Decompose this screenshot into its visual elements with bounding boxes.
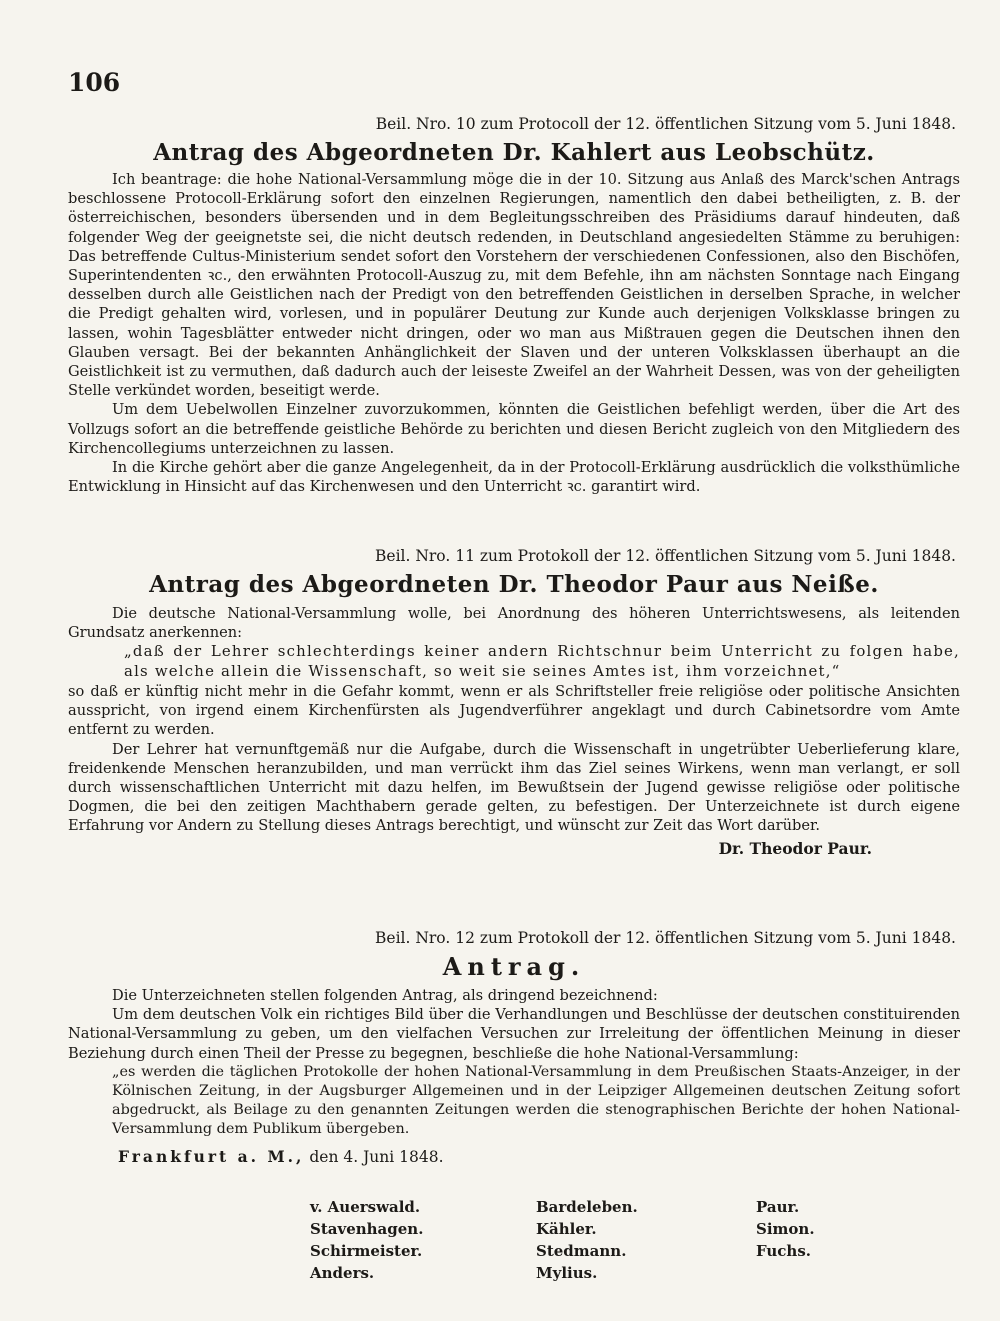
signer-name: Stavenhagen.	[310, 1220, 424, 1238]
signer-name: Kähler.	[536, 1220, 597, 1238]
paragraph: Um dem deutschen Volk ein richtiges Bild über die Verhandlungen und Beschlüsse der deutschen constituirenden National-Versammlung zu geben, um den vielfachen Versuchen zur Irreleitung der öffentlichen Meinung in dieser Beziehung durch einen Theil der Presse zu begegnen, beschließe die hohe National-Versammlung:	[68, 1006, 960, 1062]
paragraph: Die Unterzeichneten stellen folgenden Antrag, als dringend bezeichnend:	[112, 987, 658, 1004]
date: den 4. Juni 1848.	[309, 1147, 444, 1166]
paragraph: Die deutsche National-Versammlung wolle, bei Anordnung des höheren Unterrichtswesens, als leitenden Grundsatz anerkennen:	[68, 605, 960, 642]
signer-name: Stedmann.	[536, 1242, 627, 1260]
signer-name: Bardeleben.	[536, 1198, 638, 1216]
signer-name: Simon.	[756, 1220, 815, 1238]
section-reference: Beil. Nro. 12 zum Protokoll der 12. öffentlichen Sitzung vom 5. Juni 1848.	[375, 929, 956, 947]
signer-name: Mylius.	[536, 1264, 598, 1282]
quoted-motion: „es werden die täglichen Protokolle der hohen National-Versammlung in dem Preußischen Staats-Anzeiger, in der Kölnischen Zeitung, in der Augsburger Allgemeinen und in der Leipziger Allgemeinen deutschen Zeitung sofort abgedruckt, als Beilage zu den genannten Zeitungen werden die stenographischen Berichte der hohen National-Versammlung dem Publikum übergeben.	[112, 1063, 960, 1138]
page-number: 106	[68, 68, 121, 97]
signers-column	[310, 1196, 423, 1284]
signer-name: Paur.	[756, 1198, 800, 1216]
section-12	[68, 928, 960, 1168]
section-reference: Beil. Nro. 11 zum Protokoll der 12. öffentlichen Sitzung vom 5. Juni 1848.	[375, 547, 956, 565]
signature: Dr. Theodor Paur.	[718, 838, 872, 858]
paragraph: Ich beantrage: die hohe National-Versammlung möge die in der 10. Sitzung aus Anlaß des Marck'schen Antrags beschlossene Protocoll-Erklärung sofort den einzelnen Regierungen, namentlich den dabei betheiligten, z. B. der österreichischen, besonders übersenden und in dem Begleitungsschreiben des Präsidiums darauf hindeuten, daß folgender Weg der geeignetste sei, die nicht deutsch redenden, in Deutschland angesiedelten Stämme zu beruhigen: Das betreffende Cultus-Ministerium sendet sofort den Vorstehern der verschiedenen Confessionen, also den Bischöfen, Superintendenten ꝛc., den erwähnten Protocoll-Auszug zu, mit dem Befehle, ihn am nächsten Sonntage nach Eingang desselben durch alle Geistlichen nach der Predigt von den betreffenden Geistlichen in derselben Sprache, in welcher die Predigt gehalten wird, vorlesen, und in populärer Deutung zur Kunde auch derjenigen Volksklasse bringen zu lassen, wohin Tagesblätter entweder nicht dringen, oder wo man aus Mißtrauen gegen die Deutschen ihnen den Glauben versagt. Bei der bekannten Anhänglichkeit der Slaven und der unteren Volksklassen überhaupt an die Geistlichkeit ist zu vermuthen, daß dadurch auch der leiseste Zweifel an der Wahrheit Dessen, was von der geheiligten Stelle verkündet worden, beseitigt werde.	[68, 171, 960, 400]
section-reference: Beil. Nro. 10 zum Protocoll der 12. öffentlichen Sitzung vom 5. Juni 1848.	[375, 115, 956, 133]
paragraph: Der Lehrer hat vernunftgemäß nur die Aufgabe, durch die Wissenschaft in ungetrübter Ueberlieferung klare, freidenkende Menschen heranzubilden, und man verrückt ihm das Ziel seines Wirkens, wenn man verlangt, er soll durch wissenschaftlichen Unterricht mit dazu helfen, im Bewußtsein der Jugend gewisse religiöse oder politische Dogmen, die bei den zeitigen Machthabern gerade gelten, zu befestigen. Der Unterzeichnete ist durch eigene Erfahrung vor Andern zu Stellung dieses Antrags berechtigt, und wünscht zur Zeit das Wort darüber.	[68, 740, 960, 835]
paragraph: so daß er künftig nicht mehr in die Gefahr kommt, wenn er als Schriftsteller freie religiöse oder politische Ansichten ausspricht, von irgend einem Kirchenfürsten als Jugendverführer angeklagt und durch Cabinetsordre vom Amte entfernt zu werden.	[68, 683, 960, 739]
signers-block	[300, 1196, 860, 1306]
date-place: Frankfurt a. M.,	[118, 1146, 305, 1166]
signer-name: Schirmeister.	[310, 1242, 423, 1260]
section-10	[68, 114, 960, 496]
section-title: Antrag des Abgeordneten Dr. Kahlert aus Leobschütz.	[153, 139, 875, 166]
signer-name: Anders.	[310, 1264, 375, 1282]
signers-column	[536, 1196, 638, 1284]
section-title: Antrag.	[442, 952, 586, 981]
paragraph: In die Kirche gehört aber die ganze Angelegenheit, da in der Protocoll-Erklärung ausdrücklich die volksthümliche Entwicklung in Hinsicht auf das Kirchenwesen und den Unterricht ꝛc. garantirt wird.	[68, 459, 960, 496]
section-11	[68, 546, 960, 860]
signer-name: v. Auerswald.	[310, 1198, 421, 1216]
section-title: Antrag des Abgeordneten Dr. Theodor Paur aus Neiße.	[149, 571, 879, 598]
signers-column	[756, 1196, 815, 1262]
dateline	[68, 1146, 960, 1168]
quoted-principle: „daß der Lehrer schlechterdings keiner andern Richtschnur beim Unterricht zu folgen habe, als welche allein die Wissenschaft, so weit sie seines Amtes ist, ihm vorzeichnet,“	[124, 642, 960, 681]
signer-name: Fuchs.	[756, 1242, 811, 1260]
paragraph: Um dem Uebelwollen Einzelner zuvorzukommen, könnten die Geistlichen befehligt werden, über die Art des Vollzugs sofort an die betreffende geistliche Behörde zu berichten und diesen Bericht zugleich von den Mitgliedern des Kirchencollegiums unterzeichnen zu lassen.	[68, 401, 960, 457]
